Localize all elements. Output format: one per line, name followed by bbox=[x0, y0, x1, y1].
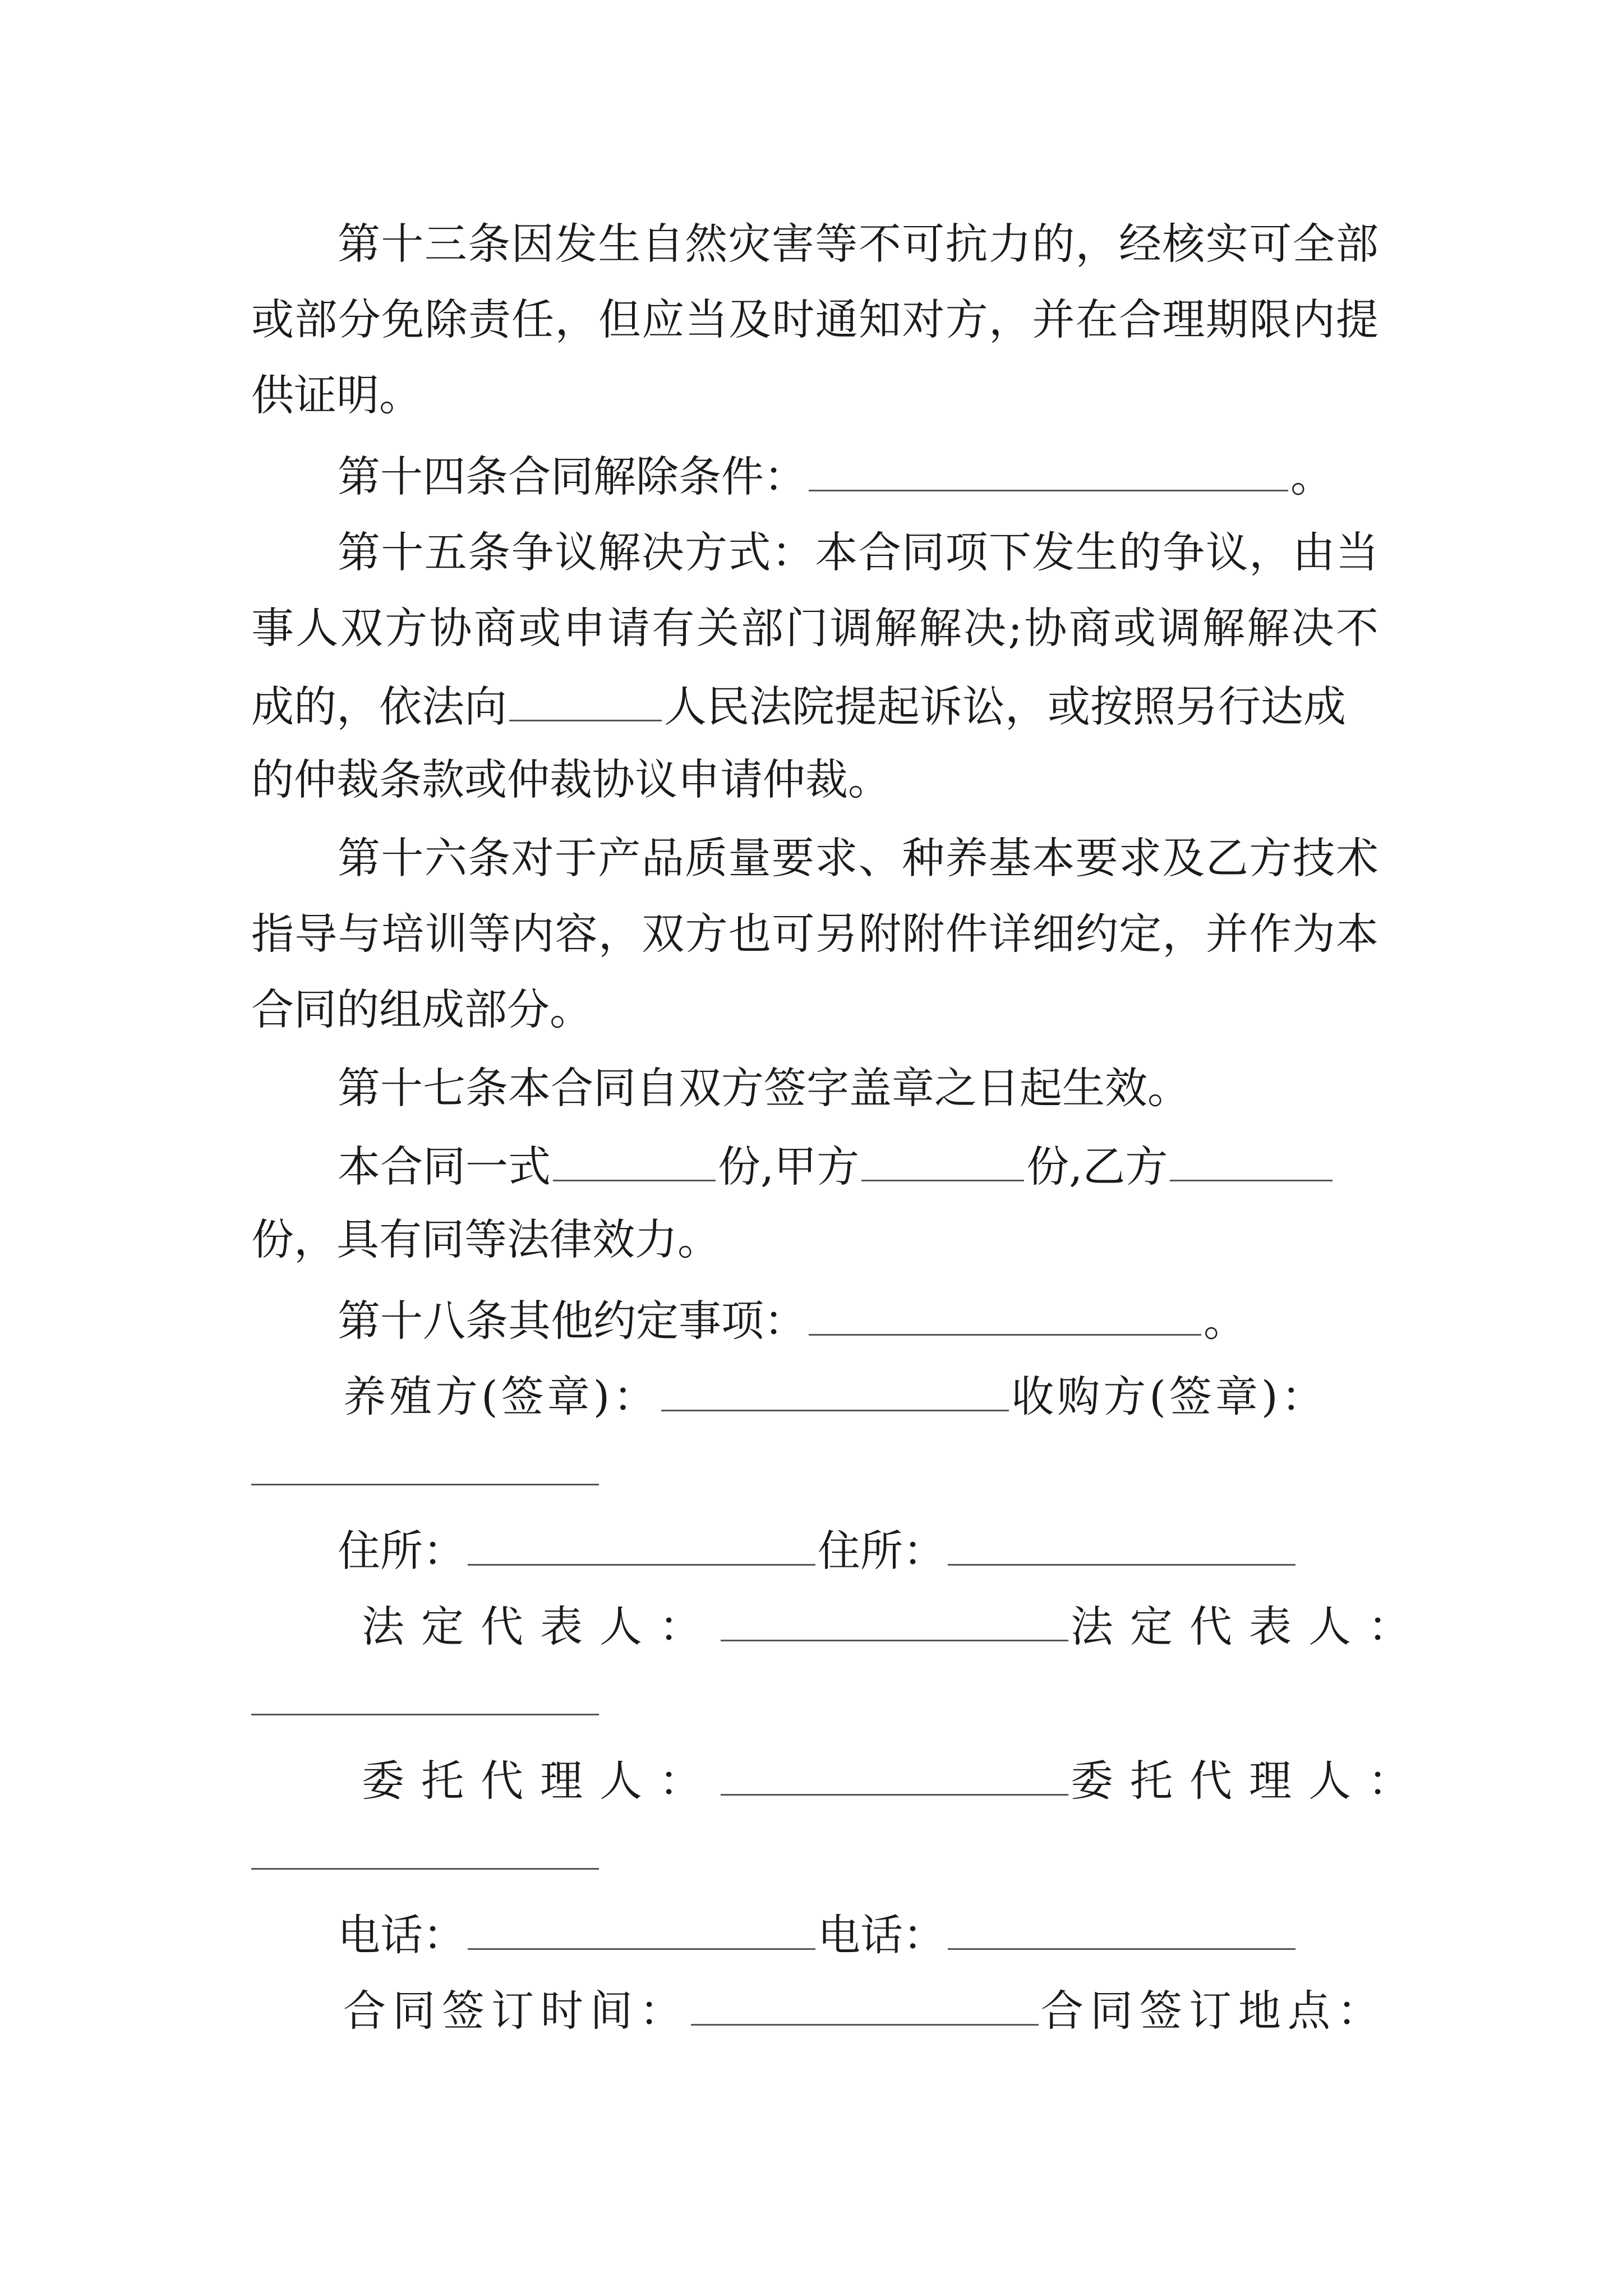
article15-line4: 的仲裁条款或仲裁协议申请仲裁。 bbox=[251, 754, 891, 804]
article15-line3 bbox=[251, 676, 1378, 732]
copies-label-b: 份,甲方 bbox=[718, 1142, 860, 1191]
copies-label-a: 本合同一式 bbox=[338, 1142, 551, 1191]
phone-line bbox=[338, 1904, 1378, 1961]
purchaser-phone-label: 电话： bbox=[818, 1910, 946, 1960]
purchaser-legal-rep-blank[interactable] bbox=[251, 1714, 599, 1715]
breeder-agent-blank[interactable] bbox=[721, 1750, 1068, 1796]
article14-end: 。 bbox=[1290, 452, 1333, 501]
purchaser-legal-rep-label: 法定代表人： bbox=[1071, 1602, 1427, 1651]
breeder-address-blank[interactable] bbox=[468, 1520, 815, 1566]
article16-line1: 第十六条对于产品质量要求、种养基本要求及乙方技术 bbox=[338, 833, 1378, 883]
breeder-phone-label: 电话： bbox=[338, 1910, 465, 1960]
sign-time-label: 合同签订时间： bbox=[343, 1986, 689, 2036]
breeder-label: 养殖方(签章)： bbox=[343, 1372, 660, 1421]
article13-line3: 供证明。 bbox=[251, 370, 422, 420]
other-terms-blank[interactable] bbox=[809, 1290, 1201, 1336]
purchaser-signature-blank[interactable] bbox=[251, 1484, 599, 1485]
purchaser-label: 收购方(签章)： bbox=[1011, 1372, 1327, 1421]
article18-end: 。 bbox=[1204, 1296, 1246, 1346]
agent-line bbox=[362, 1750, 1427, 1806]
breeder-legal-rep-label: 法定代表人： bbox=[362, 1602, 718, 1651]
purchaser-address-blank[interactable] bbox=[948, 1520, 1295, 1566]
copies-label-c: 份,乙方 bbox=[1026, 1142, 1168, 1191]
article18-line bbox=[338, 1290, 1378, 1346]
breeder-phone-blank[interactable] bbox=[468, 1904, 815, 1950]
article15-line3-b: 人民法院提起诉讼，或按照另行达成 bbox=[664, 682, 1346, 731]
court-blank[interactable] bbox=[509, 676, 662, 721]
address-line bbox=[338, 1520, 1378, 1576]
sign-time-place-line bbox=[343, 1980, 1386, 2036]
article17-copies-line bbox=[338, 1136, 1378, 1192]
legal-rep-line bbox=[362, 1596, 1427, 1652]
article15-line2: 事人双方协商或申请有关部门调解解决;协商或调解解决不 bbox=[251, 603, 1378, 653]
article17-copies-end: 份，具有同等法律效力。 bbox=[251, 1214, 720, 1264]
article13-line1: 第十三条因发生自然灾害等不可抗力的，经核实可全部 bbox=[338, 219, 1378, 269]
purchaser-agent-blank[interactable] bbox=[251, 1868, 599, 1870]
article14-line bbox=[338, 446, 1378, 502]
breeder-signature-blank[interactable] bbox=[661, 1366, 1009, 1411]
article13-line2: 或部分免除责任，但应当及时通知对方，并在合理期限内提 bbox=[251, 295, 1378, 344]
party-b-copies-blank[interactable] bbox=[1170, 1136, 1332, 1181]
breeder-address-label: 住所： bbox=[338, 1526, 465, 1576]
breeder-agent-label: 委托代理人： bbox=[362, 1756, 718, 1806]
sign-time-blank[interactable] bbox=[691, 1980, 1039, 2026]
article15-line1: 第十五条争议解决方式：本合同项下发生的争议，由当 bbox=[338, 527, 1378, 577]
purchaser-phone-blank[interactable] bbox=[948, 1904, 1295, 1950]
article16-line3: 合同的组成部分。 bbox=[251, 984, 592, 1034]
article17-line1: 第十七条本合同自双方签字盖章之日起生效。 bbox=[338, 1063, 1190, 1113]
purchaser-address-label: 住所： bbox=[818, 1526, 946, 1576]
purchaser-agent-label: 委托代理人： bbox=[1071, 1756, 1427, 1806]
breeder-legal-rep-blank[interactable] bbox=[721, 1596, 1068, 1641]
termination-condition-blank[interactable] bbox=[809, 446, 1288, 491]
party-a-copies-blank[interactable] bbox=[861, 1136, 1024, 1181]
article16-line2: 指导与培训等内容，双方也可另附附件详细约定，并作为本 bbox=[251, 909, 1378, 959]
article18-label: 第十八条其他约定事项： bbox=[338, 1296, 806, 1346]
sign-place-label: 合同签订地点： bbox=[1041, 1986, 1386, 2036]
total-copies-blank[interactable] bbox=[553, 1136, 716, 1181]
article14-label: 第十四条合同解除条件： bbox=[338, 452, 806, 501]
article15-line3-a: 成的，依法向 bbox=[251, 682, 507, 731]
breeder-signature-line bbox=[343, 1366, 1378, 1422]
